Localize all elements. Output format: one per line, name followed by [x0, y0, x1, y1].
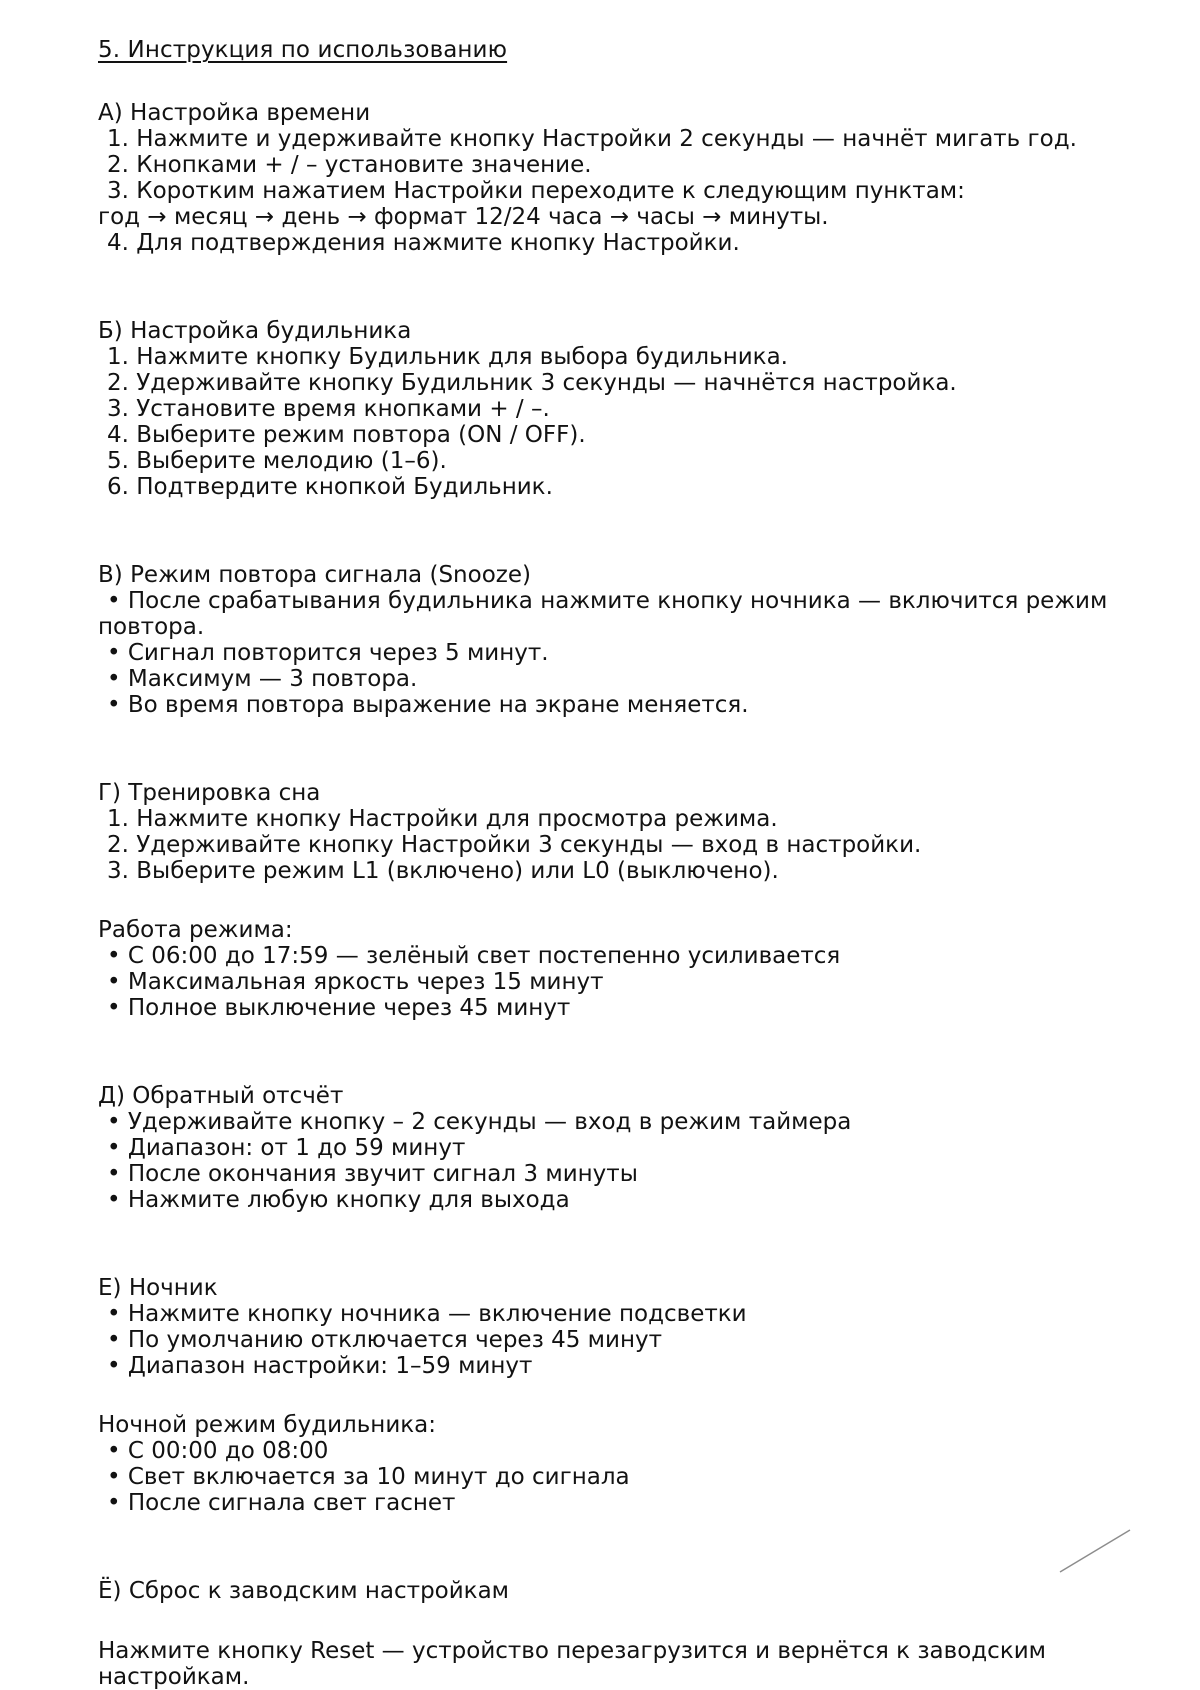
paragraph: Нажмите кнопку Reset — устройство перезагрузится и вернётся к заводским настройкам.	[98, 1638, 1047, 1690]
section-heading: Б) Настройка будильника	[98, 318, 412, 344]
list-item: 1. Нажмите кнопку Будильник для выбора будильника.	[107, 344, 788, 370]
list-item: • С 00:00 до 08:00	[107, 1438, 329, 1464]
section-night-light	[98, 1275, 1098, 1516]
list-item: • Свет включается за 10 минут до сигнала	[107, 1464, 630, 1490]
list-item: • Диапазон настройки: 1–59 минут	[107, 1353, 533, 1379]
list-item: 3. Установите время кнопками + / –.	[107, 396, 550, 422]
section-sleep-training	[98, 780, 1098, 1021]
list-item: 5. Выберите мелодию (1–6).	[107, 448, 447, 474]
list-item: 2. Удерживайте кнопку Настройки 3 секунды — вход в настройки.	[107, 832, 922, 858]
document-body	[98, 36, 1108, 1690]
section-heading: В) Режим повтора сигнала (Snooze)	[98, 562, 531, 588]
section-heading: Ё) Сброс к заводским настройкам	[98, 1578, 510, 1604]
spacer	[98, 1213, 1098, 1275]
list-item-continuation: повтора.	[98, 614, 205, 640]
list-item: 3. Коротким нажатием Настройки переходите к следующим пунктам:	[107, 178, 965, 204]
list-item: • Удерживайте кнопку – 2 секунды — вход в режим таймера	[107, 1109, 852, 1135]
list-item: 1. Нажмите кнопку Настройки для просмотра режима.	[107, 806, 778, 832]
list-item: • Нажмите кнопку ночника — включение подсветки	[107, 1301, 747, 1327]
spacer	[98, 1604, 1098, 1638]
list-item: 3. Выберите режим L1 (включено) или L0 (выключено).	[107, 858, 779, 884]
list-item: • С 06:00 до 17:59 — зелёный свет постепенно усиливается	[107, 943, 841, 969]
page-title: 5. Инструкция по использованию	[98, 37, 508, 63]
section-heading: Г) Тренировка сна	[98, 780, 321, 806]
list-item: 6. Подтвердите кнопкой Будильник.	[107, 474, 553, 500]
list-item: • Максимум — 3 повтора.	[107, 666, 418, 692]
section-snooze	[98, 562, 1108, 718]
list-item: • После срабатывания будильника нажмите кнопку ночника — включится режим	[107, 588, 1108, 614]
spacer	[98, 1021, 1098, 1083]
list-item: • Сигнал повторится через 5 минут.	[107, 640, 549, 666]
spacer	[98, 718, 1098, 780]
section-heading: Е) Ночник	[98, 1275, 218, 1301]
spacer	[98, 884, 1098, 917]
spacer	[98, 1516, 1098, 1578]
section-heading: А) Настройка времени	[98, 100, 371, 126]
section-time-setup	[98, 100, 1098, 256]
list-item: • Во время повтора выражение на экране меняется.	[107, 692, 749, 718]
spacer	[98, 64, 1098, 100]
list-item: • После сигнала свет гаснет	[107, 1490, 456, 1516]
section-heading: Д) Обратный отсчёт	[98, 1083, 344, 1109]
list-item-continuation: год → месяц → день → формат 12/24 часа → часы → минуты.	[98, 204, 829, 230]
list-item: • По умолчанию отключается через 45 минут	[107, 1327, 663, 1353]
list-item: 1. Нажмите и удерживайте кнопку Настройки 2 секунды — начнёт мигать год.	[107, 126, 1077, 152]
list-item: • После окончания звучит сигнал 3 минуты	[107, 1161, 638, 1187]
spacer	[98, 500, 1098, 562]
list-item: • Полное выключение через 45 минут	[107, 995, 571, 1021]
section-alarm-setup	[98, 318, 1098, 500]
section-factory-reset	[98, 1578, 1098, 1690]
list-item: • Диапазон: от 1 до 59 минут	[107, 1135, 466, 1161]
subsection-heading: Ночной режим будильника:	[98, 1412, 437, 1438]
spacer	[98, 256, 1098, 318]
subsection-heading: Работа режима:	[98, 917, 293, 943]
list-item: • Максимальная яркость через 15 минут	[107, 969, 604, 995]
list-item: 2. Удерживайте кнопку Будильник 3 секунды — начнётся настройка.	[107, 370, 957, 396]
spacer	[98, 1379, 1098, 1412]
list-item: 4. Выберите режим повтора (ON / OFF).	[107, 422, 586, 448]
section-countdown	[98, 1083, 1098, 1213]
list-item: 2. Кнопками + / – установите значение.	[107, 152, 592, 178]
list-item: • Нажмите любую кнопку для выхода	[107, 1187, 570, 1213]
list-item: 4. Для подтверждения нажмите кнопку Настройки.	[107, 230, 740, 256]
